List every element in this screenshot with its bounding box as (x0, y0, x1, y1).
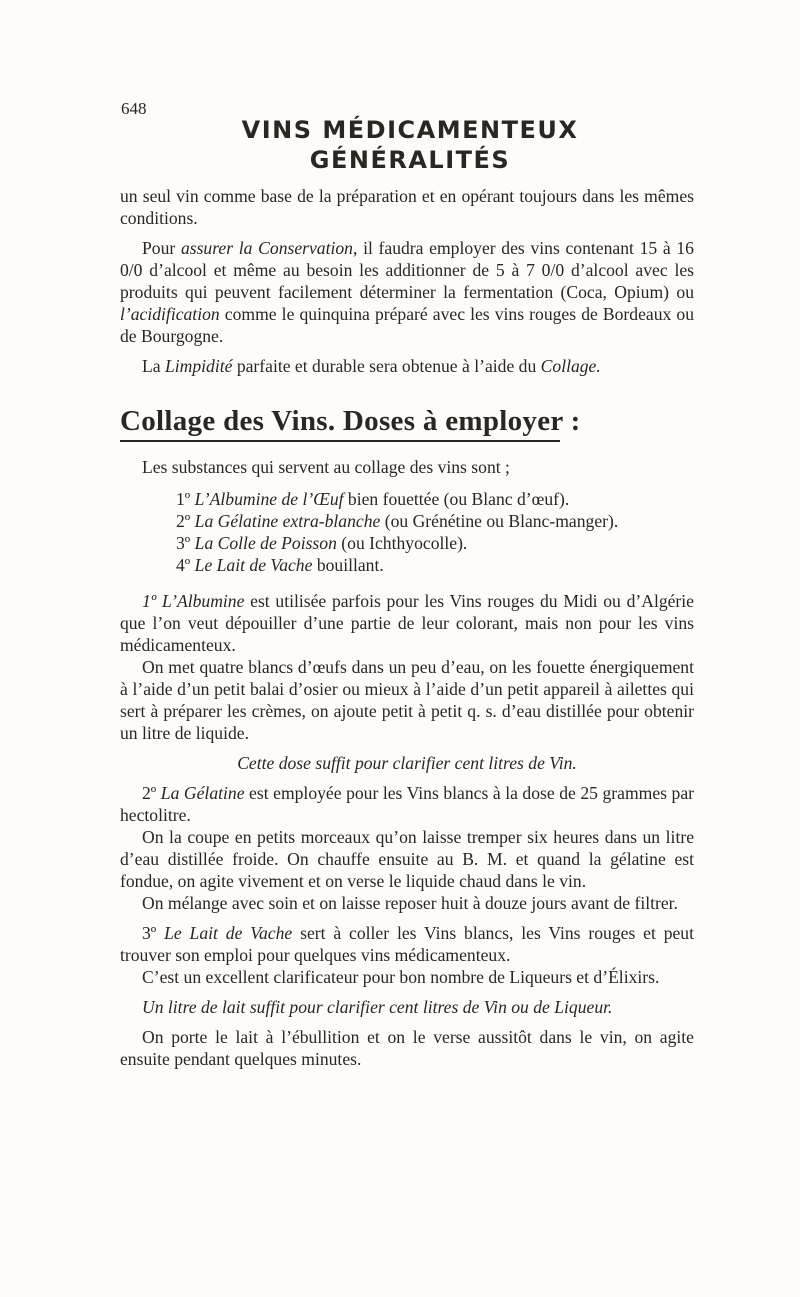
paragraph-limpidite (120, 355, 694, 377)
text-run-italic: Limpidité (164, 356, 233, 376)
text-run-italic: 1º L’Albumine (142, 591, 245, 611)
substances-list (176, 488, 694, 576)
list-intro: Les substances qui servent au collage des vins sont ; (142, 457, 510, 477)
text-run: La (142, 356, 165, 376)
paragraph-gelatine-method: On la coupe en petits morceaux qu’on laisse tremper six heures dans un litre d’eau distillée froide. On chauffe ensuite au B. M. et quand la gélatine est fondue, on agite vivement et on verse le liquide chaud dans le vin. (120, 827, 694, 891)
section-underline (120, 440, 560, 442)
paragraph-lait (120, 922, 694, 966)
paragraph-continuation: un seul vin comme base de la préparation et en opérant toujours dans les mêmes conditions. (120, 186, 694, 228)
paragraph-albumine (120, 590, 694, 656)
list-item: 4º Le Lait de Vache bouillant. (176, 555, 384, 575)
text-run-italic: La Gélatine (160, 783, 245, 803)
text-run: sert à coller les Vins blancs, les Vins rouges et peut trouver son emploi pour quelques vins médicamenteux. (120, 923, 694, 965)
paragraph-gelatine (120, 782, 694, 826)
page-number: 648 (121, 99, 147, 118)
paragraph-gelatine-filter: On mélange avec soin et on laisse reposer huit à douze jours avant de filtrer. (142, 893, 678, 913)
text-run: comme le quinquina préparé avec les vins rouges de Bordeaux ou de Bourgogne. (120, 304, 694, 346)
page-heading: VINS MÉDICAMENTEUX (241, 116, 579, 144)
text-run: Pour (142, 238, 181, 258)
text-run: parfaite et durable sera obtenue à l’aide du (232, 356, 541, 376)
text-run-italic: l’acidification (120, 304, 220, 324)
section-title: Collage des Vins. Doses à employer : (120, 405, 581, 437)
text-run-italic: Le Lait de Vache (164, 923, 293, 943)
text-run-italic: Collage. (540, 356, 601, 376)
dose-note-1: Cette dose suffit pour clarifier cent litres de Vin. (237, 753, 577, 773)
text-run: , il faudra employer des vins contenant 15 à 16 0/0 d’alcool et même au besoin les additionner de 5 à 7 0/0 d’alcool avec les produits qui peuvent facilement déterminer la fermentation (Coca, Opium) ou (120, 238, 694, 302)
paragraph-final: On porte le lait à l’ébullition et on le verse aussitôt dans le vin, on agite ensuite pendant quelques minutes. (120, 1027, 694, 1069)
text-run: est utilisée parfois pour les Vins rouges du Midi ou d’Algérie que l’on veut dépouiller d’une partie de leur colorant, mais non pour les vins médicamenteux. (120, 591, 694, 655)
list-item: 1º L’Albumine de l’Œuf bien fouettée (ou Blanc d’œuf). (176, 489, 570, 509)
text-run: est employée pour les Vins blancs à la dose de 25 grammes par hectolitre. (120, 783, 694, 825)
body-text (120, 185, 694, 1070)
text-run: 2º (142, 783, 161, 803)
text-run-italic: assurer la Conservation (180, 238, 353, 258)
page-subheading: GÉNÉRALITÉS (309, 146, 511, 174)
list-item: 2º La Gélatine extra-blanche (ou Grénétine ou Blanc-manger). (176, 511, 619, 531)
dose-note-2: Un litre de lait suffit pour clarifier cent litres de Vin ou de Liqueur. (142, 997, 613, 1017)
list-item: 3º La Colle de Poisson (ou Ichthyocolle). (176, 533, 468, 553)
paragraph-lait-clarificateur: C’est un excellent clarificateur pour bon nombre de Liqueurs et d’Élixirs. (142, 967, 660, 987)
paragraph-conservation (120, 237, 694, 347)
text-run: 3º (142, 923, 165, 943)
paragraph-albumine-method: On met quatre blancs d’œufs dans un peu d’eau, on les fouette énergiquement à l’aide d’un petit balai d’osier ou mieux à l’aide d’un petit appareil à ailettes qui sert à préparer les crèmes, on ajoute petit à petit q. s. d’eau distillée pour obtenir un litre de liquide. (120, 657, 694, 743)
